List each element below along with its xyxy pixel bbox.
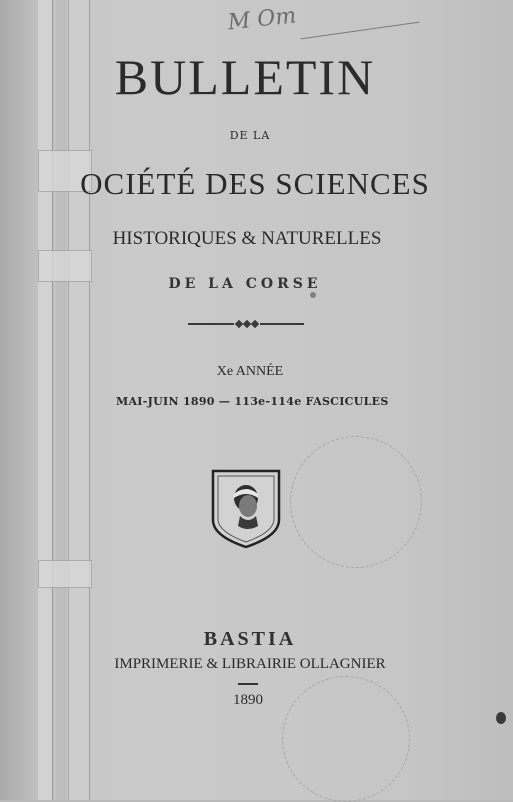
issue-info: MAI-JUIN 1890 — 113e-114e FASCICULES [116,395,389,408]
year-of-publication: Xe ANNÉE [216,364,284,379]
de-la-text: DE LA [229,129,271,142]
handwritten-annotation: M Om [226,3,298,36]
ornamental-divider [188,321,304,327]
library-stamp [290,436,422,568]
book-spine [38,0,100,800]
ink-spot [496,712,506,724]
ink-spot [310,292,316,298]
printer-name: IMPRIMERIE & LIBRAIRIE OLLAGNIER [114,656,386,672]
city-name: BASTIA [203,628,297,650]
society-subtitle: HISTORIQUES & NATURELLES [112,228,382,249]
publication-year: 1890 [233,692,263,708]
short-rule [238,683,258,685]
region-name: DE LA CORSE [168,276,322,292]
society-name: OCIÉTÉ DES SCIENCES [80,166,430,201]
corsica-coat-of-arms-icon [210,468,282,550]
bulletin-title: BULLETIN [114,49,376,105]
library-stamp [282,676,410,802]
